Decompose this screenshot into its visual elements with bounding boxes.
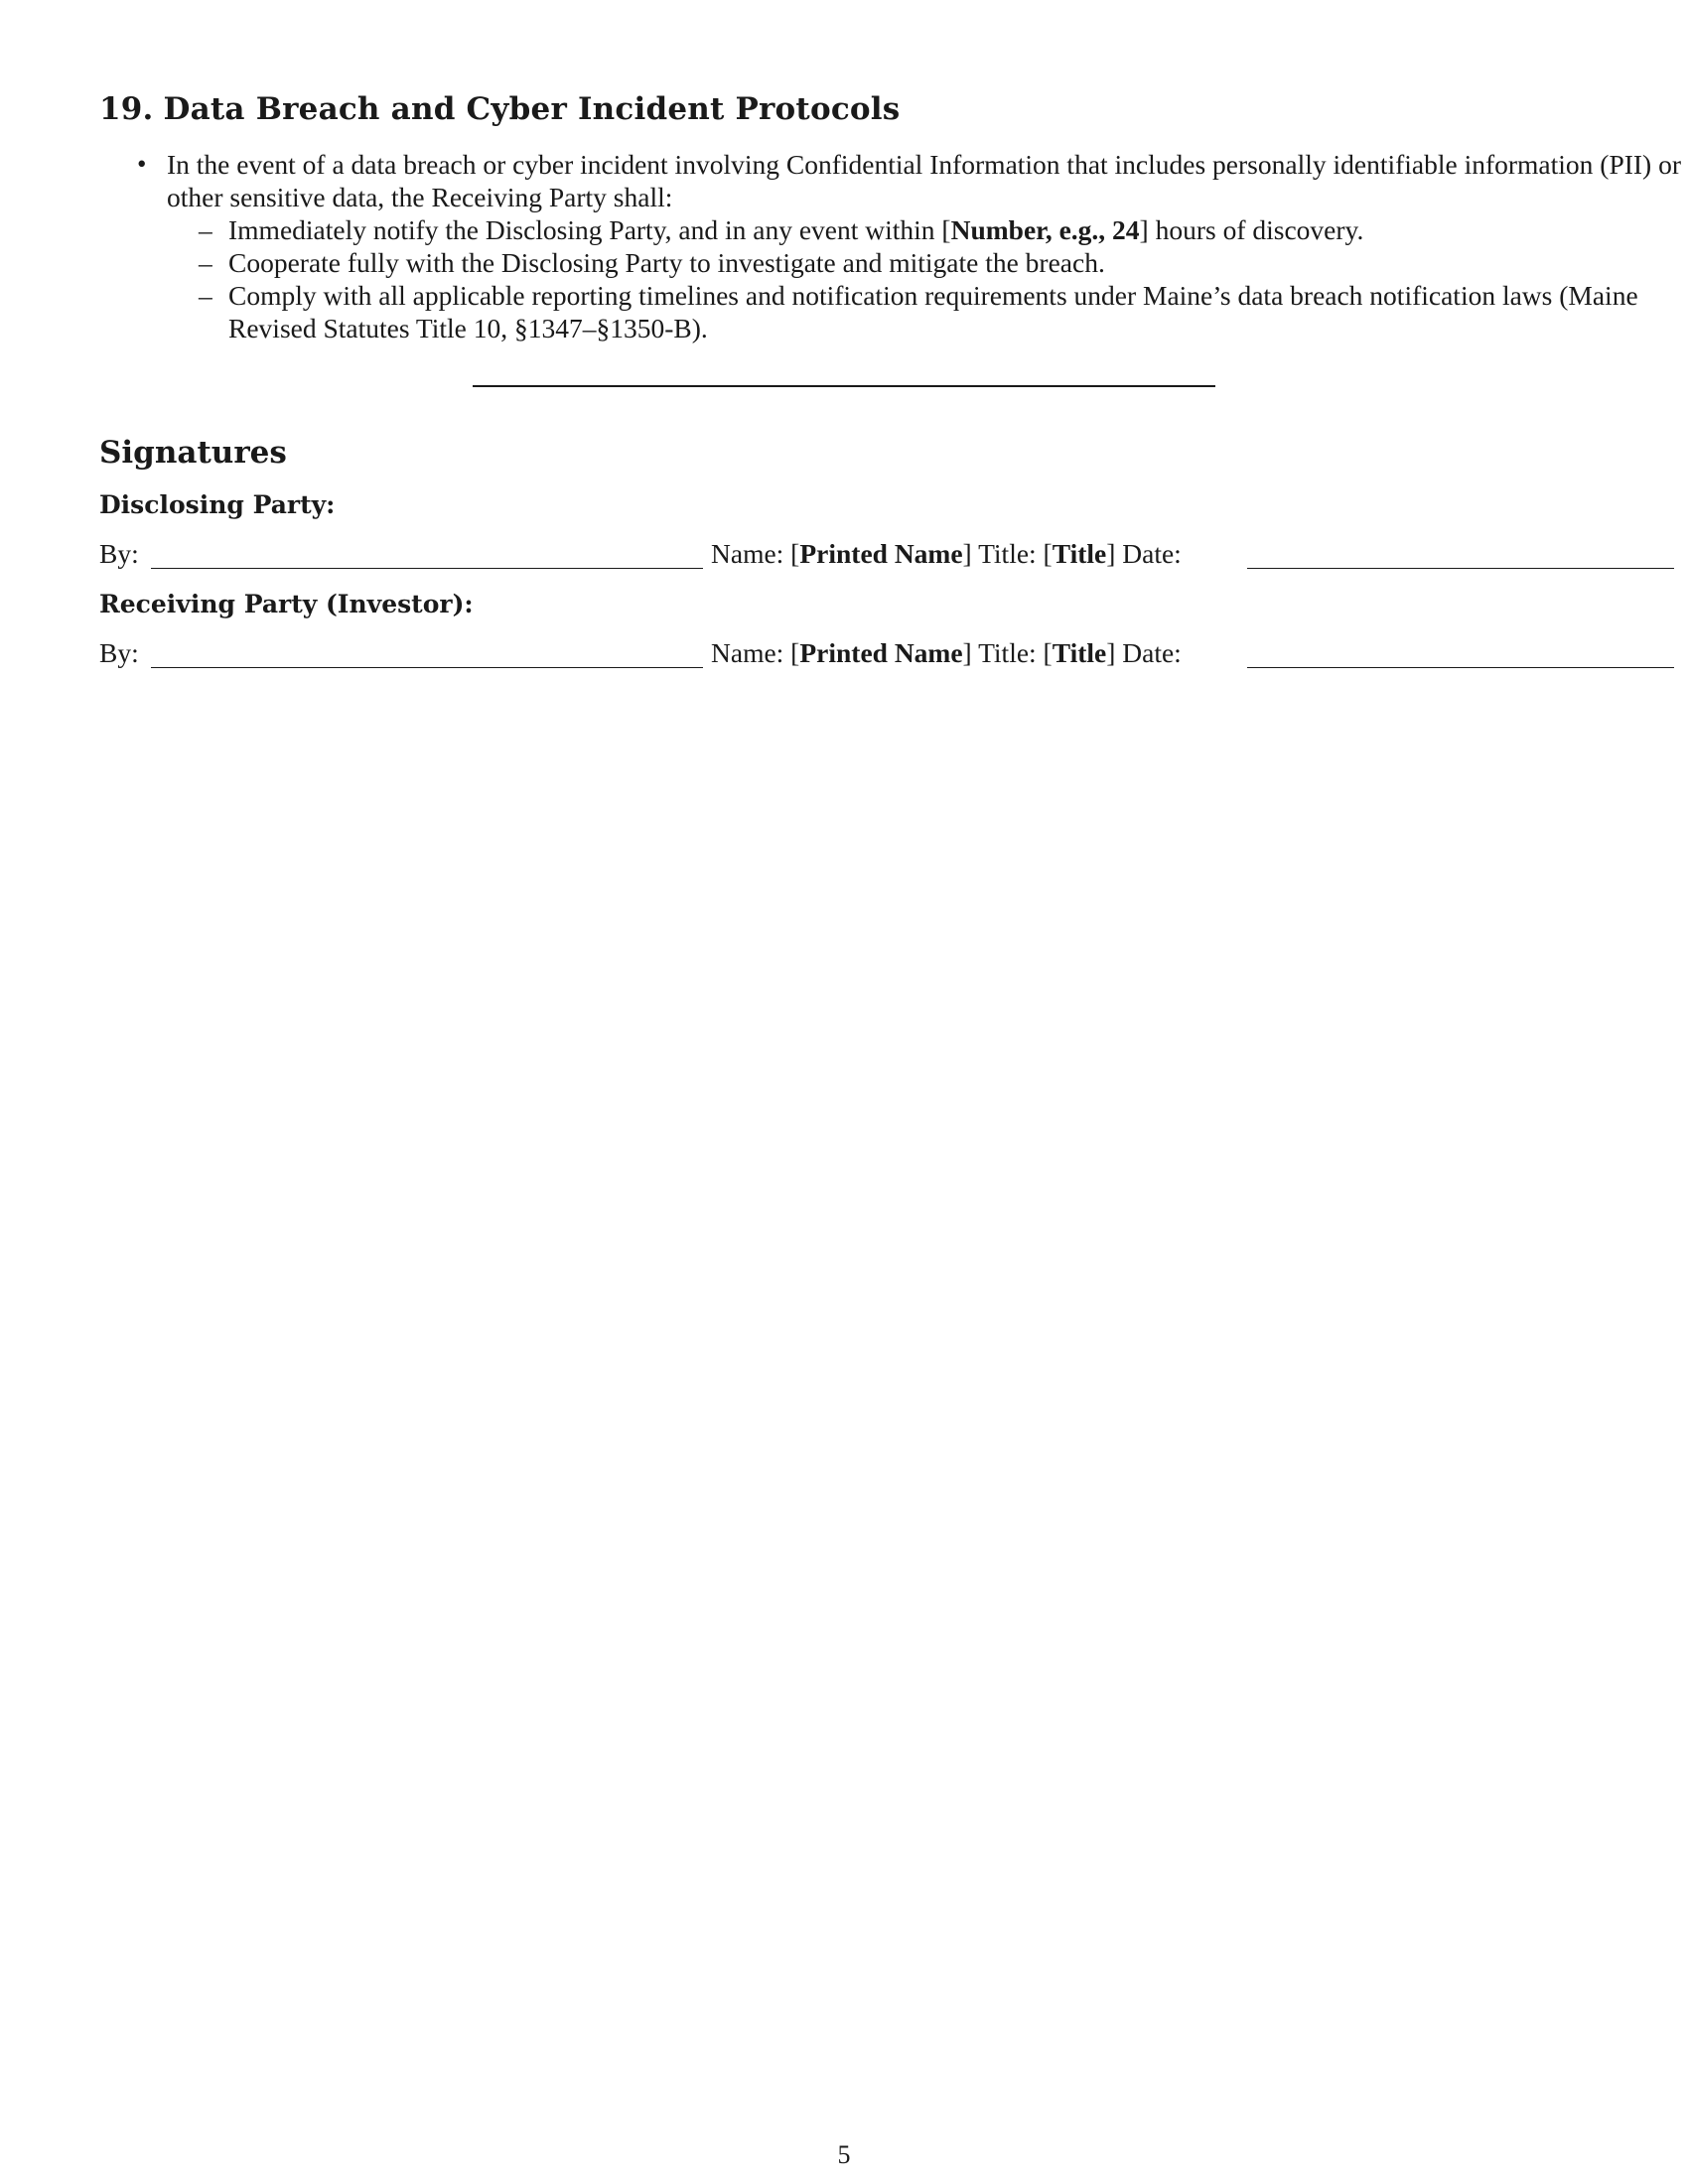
bullet-list	[99, 148, 1682, 344]
subitem-comply	[199, 279, 1688, 344]
subitem-notify-placeholder: Number, e.g., 24	[950, 214, 1140, 245]
horizontal-divider	[473, 385, 1215, 387]
subitem-notify	[199, 213, 1688, 246]
disclosing-signature-line	[99, 538, 1688, 578]
by-label: By:	[99, 538, 139, 569]
dash-marker: –	[199, 214, 212, 245]
subitem-notify-after: ] hours of discovery.	[1139, 214, 1364, 245]
date-label: ] Date:	[1106, 538, 1182, 569]
title-placeholder: Title	[1052, 538, 1107, 569]
disclosing-date-field[interactable]	[1247, 568, 1674, 569]
section-heading	[99, 91, 900, 127]
dash-marker: –	[199, 247, 212, 278]
name-label: Name: [	[711, 538, 800, 569]
receiving-signature-field[interactable]	[151, 667, 703, 668]
title-label: ] Title: [	[962, 538, 1053, 569]
subitem-notify-before: Immediately notify the Disclosing Party, and in any event within [	[228, 214, 951, 245]
receiving-date-field[interactable]	[1247, 667, 1674, 668]
date-label: ] Date:	[1106, 637, 1182, 668]
section-title: Data Breach and Cyber Incident Protocols	[163, 91, 901, 127]
receiving-signature-line	[99, 637, 1688, 677]
title-label: ] Title: [	[962, 637, 1053, 668]
bullet-intro: In the event of a data breach or cyber incident involving Confidential Information that includes personally identifiable information (PII) or other sensitive data, the Receiving Party shall:	[167, 149, 1682, 212]
subitem-comply-text: Comply with all applicable reporting timelines and notification requirements under Maine’s data breach notification laws (Maine Revised Statutes Title 10, §1347–§1350-B).	[228, 280, 1638, 343]
name-label: Name: [	[711, 637, 800, 668]
dash-marker: –	[199, 280, 212, 311]
bullet-marker: •	[137, 149, 147, 179]
disclosing-party-label: Disclosing Party:	[99, 490, 336, 519]
section-number: 19.	[99, 91, 154, 127]
name-field-group	[711, 538, 1182, 570]
page-number: 5	[837, 2140, 851, 2169]
printed-name-placeholder: Printed Name	[799, 538, 963, 569]
title-placeholder: Title	[1052, 637, 1107, 668]
subitem-cooperate	[199, 246, 1688, 279]
name-field-group	[711, 637, 1182, 669]
by-label: By:	[99, 637, 139, 668]
signatures-heading: Signatures	[99, 435, 287, 471]
receiving-party-label: Receiving Party (Investor):	[99, 590, 474, 618]
printed-name-placeholder: Printed Name	[799, 637, 963, 668]
disclosing-signature-field[interactable]	[151, 568, 703, 569]
subitem-cooperate-text: Cooperate fully with the Disclosing Party to investigate and mitigate the breach.	[228, 247, 1105, 278]
